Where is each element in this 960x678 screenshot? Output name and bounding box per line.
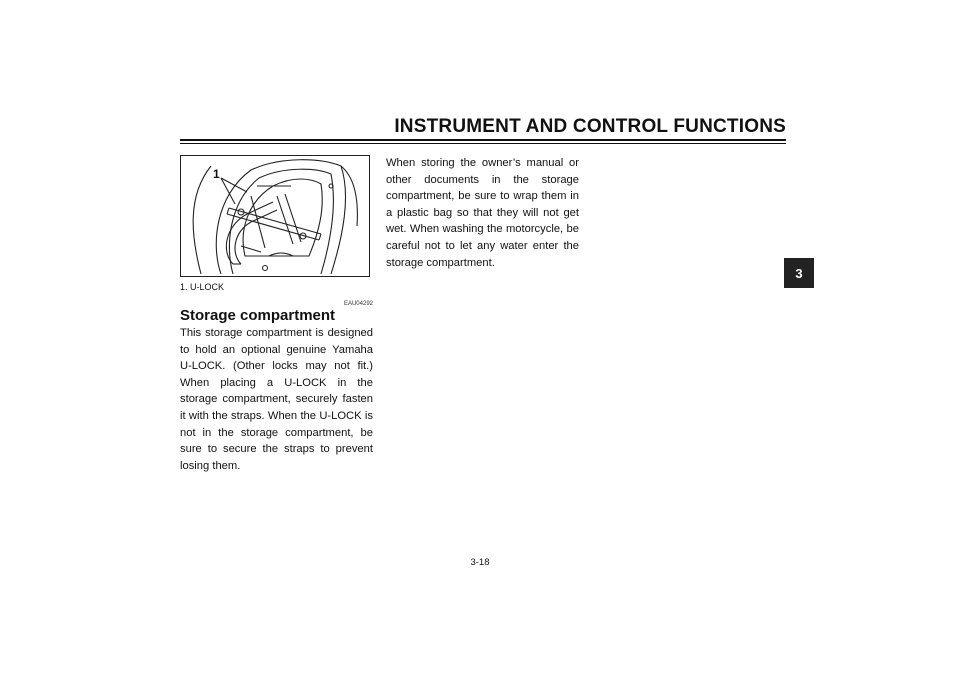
storage-paragraph: This storage compartment is designed to hold an optional genuine Yamaha U-LOCK. (Other locks may not fit.) When placing a U-LOCK in the storage compartment, securely fasten it with the straps. When the U-LOCK is not in the storage compartment, be sure to secure the straps to prevent losing them. — [180, 327, 373, 472]
header-rule-thin — [180, 143, 786, 144]
u-lock-illustration — [180, 155, 370, 277]
callout-label: 1 — [213, 167, 220, 181]
figure-caption: 1. U-LOCK — [180, 282, 225, 292]
chapter-tab: 3 — [784, 258, 814, 288]
page-number: 3-18 — [470, 557, 490, 568]
reference-code: EAU04292 — [343, 301, 373, 307]
page-title: INSTRUMENT AND CONTROL FUNCTIONS — [394, 116, 786, 137]
section-heading: Storage compartment — [180, 307, 336, 324]
header-rule — [180, 139, 786, 141]
note-paragraph: When storing the owner’s manual or other documents in the storage compartment, be sure to wrap them in a plastic bag so that they will not get wet. When washing the motorcycle, be careful not to let any water enter the storage compartment. — [386, 157, 579, 269]
